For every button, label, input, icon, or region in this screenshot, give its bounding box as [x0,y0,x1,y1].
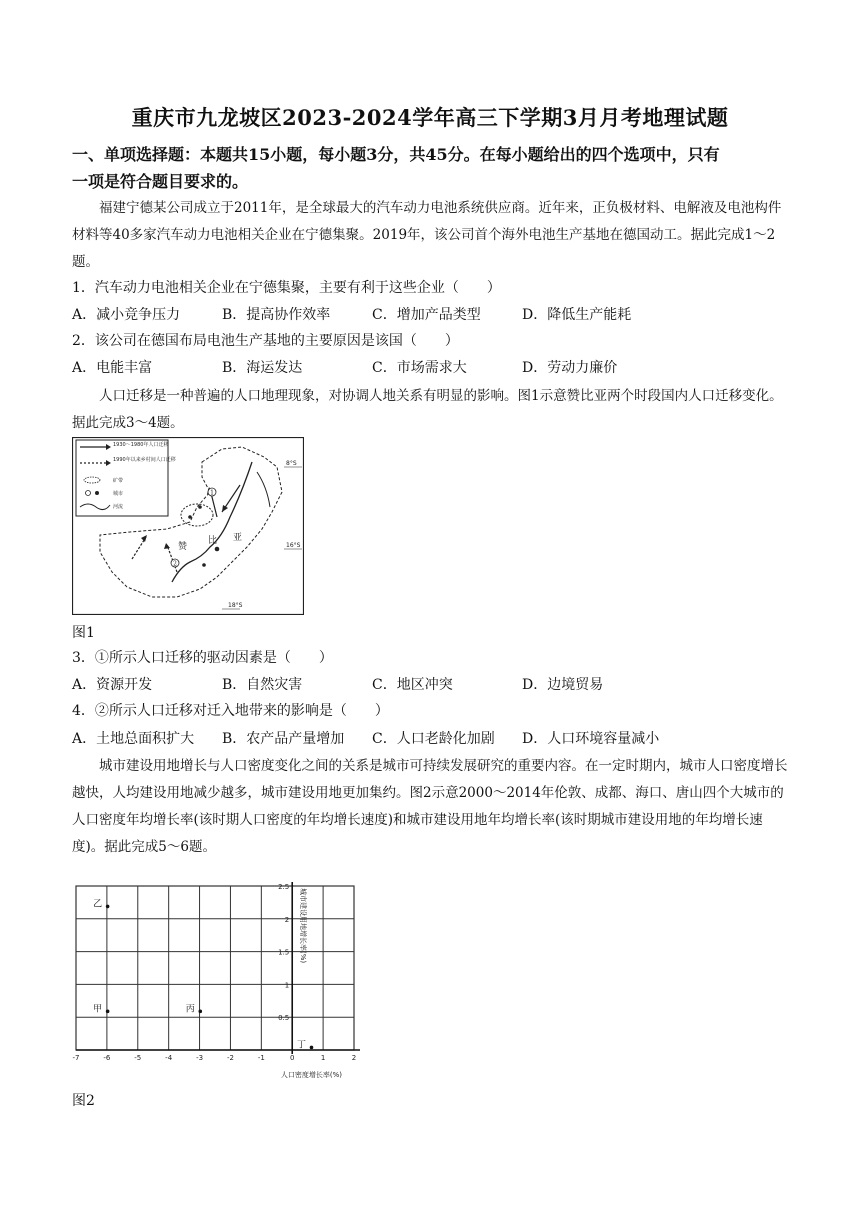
passage-1: 福建宁德某公司成立于2011年，是全球最大的汽车动力电池系统供应商。近年来，正负极材料、电解液及电池构件材料等40多家汽车动力电池相关企业在宁德集聚。2019年，该公司首个海外电池生产基地在德国动工。据此完成1～2题。 [72,200,782,270]
y-tick-label: 2.5 [278,883,290,891]
legend-city: 城市 [113,491,124,497]
data-point-label: 甲 [93,1004,103,1015]
country-label-2: 比 [208,536,218,546]
city-dot-3 [202,563,206,567]
x-tick-label: -5 [134,1054,142,1062]
country-label-1: 赞 [178,542,188,552]
data-point-label: 丙 [185,1004,195,1015]
y-tick-label: 1 [284,981,290,990]
q4-option-a[interactable]: A．土地总面积扩大 [72,731,195,747]
x-tick-labels [73,1054,357,1062]
question-1-stem: 1．汽车动力电池相关企业在宁德集聚，主要有利于这些企业（ ） [72,280,501,296]
q1-option-a[interactable]: A．减小竞争压力 [72,307,181,323]
passage-2: 人口迁移是一种普遍的人口地理现象，对协调人地关系有明显的影响。图1示意赞比亚两个时段国内人口迁移变化。据此完成3～4题。 [72,388,783,431]
question-4-options [72,729,812,749]
data-point [106,905,110,909]
q3-option-a[interactable]: A．资源开发 [72,677,153,693]
city-dot-2 [188,515,192,519]
x-tick-label: 1 [320,1054,326,1062]
question-2-options [72,358,812,378]
y-tick-label: 2 [284,915,290,924]
q2-option-a[interactable]: A．电能丰富 [72,360,153,376]
x-axis-label: 人口密度增长率(%) [280,1071,342,1079]
lat-label-2: 16°S [286,542,301,549]
marker-2-label: 2 [173,560,177,568]
figure-2-caption: 图2 [72,1093,95,1109]
x-tick-label: -2 [226,1054,234,1062]
legend-1930: 1930～1980年人口迁移 [113,442,169,448]
section-heading-line1: 一、单项选择题：本题共15小题，每小题3分，共45分。在每小题给出的四个选项中，只有 [72,145,720,164]
q1-option-d[interactable]: D．降低生产能耗 [522,307,632,323]
q2-option-b[interactable]: B．海运发达 [222,360,303,376]
data-point [198,1010,202,1014]
question-4-stem: 4．②所示人口迁移对迁入地带来的影响是（ ） [72,703,389,719]
scatter-chart [72,878,364,1082]
city-dot-1 [198,505,202,509]
q2-option-c[interactable]: C．市场需求大 [372,360,467,376]
question-3-stem: 3．①所示人口迁移的驱动因素是（ ） [72,650,333,666]
question-2-stem: 2．该公司在德国布局电池生产基地的主要原因是该国（ ） [72,333,459,349]
lat-label-1: 8°S [286,460,297,467]
q4-option-b[interactable]: B．农产品产量增加 [222,731,345,747]
chart-grid [76,886,354,1050]
legend-ore-belt: 矿带 [113,478,124,484]
zambia-map [72,437,304,615]
x-tick-label: 2 [351,1054,357,1062]
x-tick-label: 0 [289,1054,295,1062]
country-label-3: 亚 [233,533,243,543]
city-dot-lusaka [215,547,220,552]
legend-1990: 1990年以来乡村间人口迁移 [113,457,176,463]
data-point-label: 乙 [93,899,103,910]
x-tick-label: -7 [72,1054,80,1062]
data-point [310,1046,314,1050]
x-tick-label: -3 [196,1054,204,1062]
figure-1-map [72,437,304,615]
section-heading [72,141,792,195]
x-tick-label: -1 [257,1054,265,1062]
x-tick-label: -6 [103,1054,111,1062]
marker-1-label: 1 [210,489,214,497]
y-tick-label: 0.5 [278,1014,290,1023]
passage-3: 城市建设用地增长与人口密度变化之间的关系是城市可持续发展研究的重要内容。在一定时期内，城市人口密度增长越快，人均建设用地减少越多，城市建设用地更加集约。图2示意2000～2014年伦敦、成都、海口、唐山四个大城市的人口密度年均增长率(该时期人口密度的年均增长速度)和城市建设用地年均增长率(该时期城市建设用地的年均增长速度)。据此完成5～6题。 [72,758,788,855]
q4-option-c[interactable]: C．人口老龄化加剧 [372,731,495,747]
x-tick-label: -4 [165,1054,173,1062]
question-3-options [72,675,812,695]
q3-option-c[interactable]: C．地区冲突 [372,677,453,693]
y-axis-label: 城市建设用地增长率(%) [299,888,308,964]
q1-option-c[interactable]: C．增加产品类型 [372,307,481,323]
q2-option-d[interactable]: D．劳动力廉价 [522,360,618,376]
q4-option-d[interactable]: D．人口环境容量减小 [522,731,660,747]
figure-1-caption: 图1 [72,625,95,641]
section-heading-line2: 一项是符合题目要求的。 [72,172,249,191]
q3-option-d[interactable]: D．边境贸易 [522,677,604,693]
figure-2-chart [72,878,364,1082]
data-point-label: 丁 [296,1040,306,1051]
y-tick-label: 1.5 [278,948,290,957]
page-title: 重庆市九龙坡区2023-2024学年高三下学期3月月考地理试题 [131,105,729,130]
plot-frame [76,886,354,1050]
question-1-options [72,305,812,325]
q3-option-b[interactable]: B．自然灾害 [222,677,303,693]
legend-city-symbol-2 [95,491,99,495]
lat-label-3: 18°S [228,602,243,609]
data-point [106,1010,110,1014]
q1-option-b[interactable]: B．提高协作效率 [222,307,331,323]
legend-river: 河流 [113,504,124,510]
